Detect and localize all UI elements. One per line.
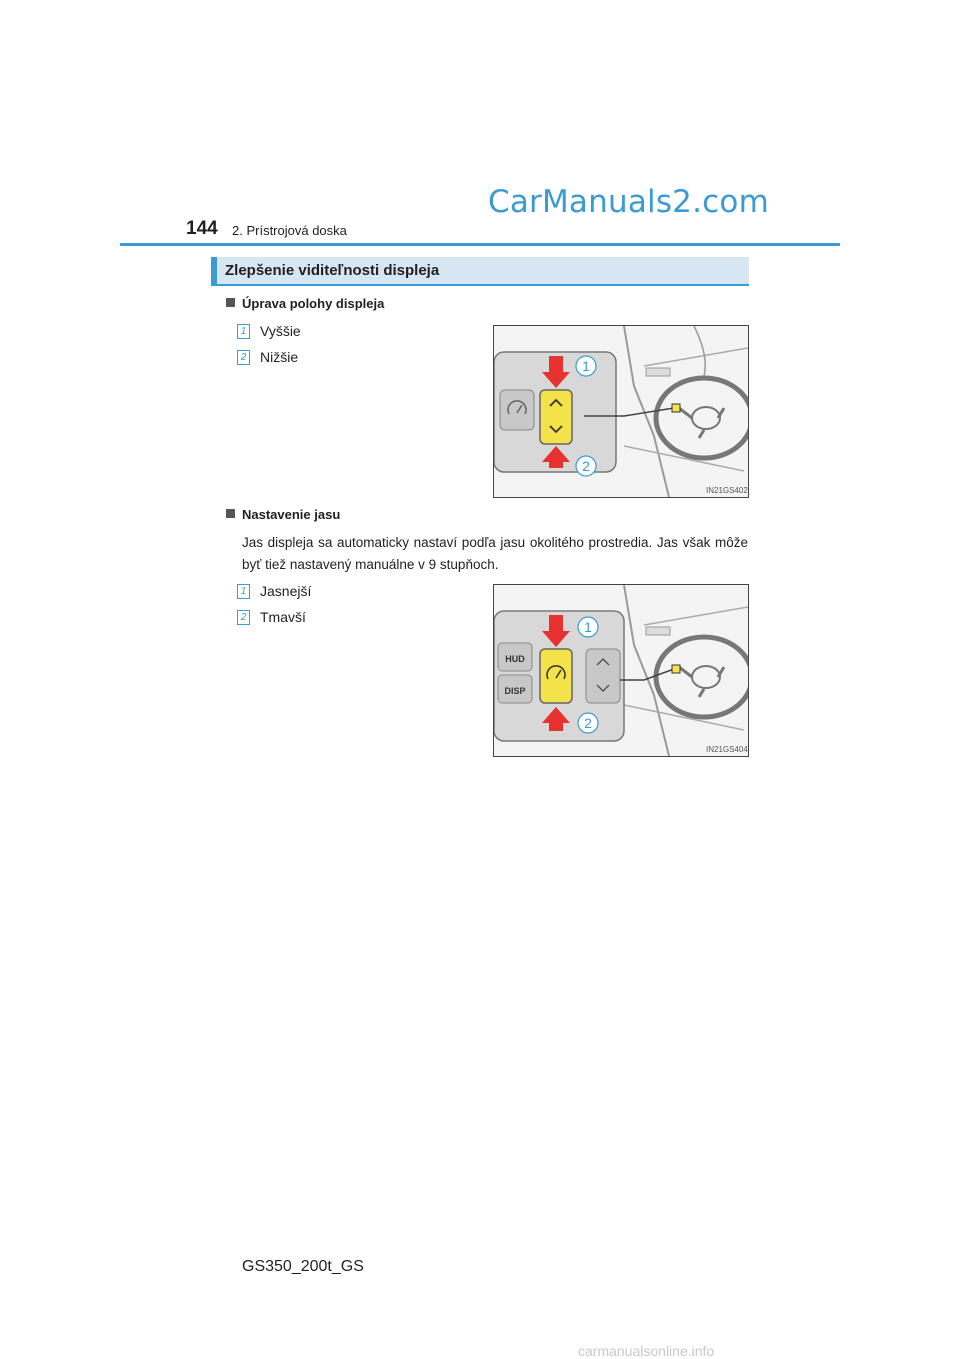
item-marker: 1 bbox=[237, 324, 250, 339]
watermark-bottom: carmanualsonline.info bbox=[578, 1343, 715, 1359]
figure-brightness bbox=[493, 584, 749, 757]
figure-code: IN21GS402 bbox=[706, 486, 748, 495]
section-header-bar bbox=[211, 257, 217, 284]
subsection-title: Úprava polohy displeja bbox=[242, 296, 385, 311]
item-label-higher: Vyššie bbox=[260, 323, 301, 339]
item-label-brighter: Jasnejší bbox=[260, 583, 312, 599]
figure-callout: 1 bbox=[582, 358, 590, 374]
figure-display-position bbox=[493, 325, 749, 498]
item-label-lower: Nižšie bbox=[260, 349, 299, 365]
item-marker: 2 bbox=[237, 610, 250, 625]
figure-callout: 1 bbox=[584, 619, 592, 635]
figure-callout: 2 bbox=[582, 458, 590, 474]
item-marker: 1 bbox=[237, 584, 250, 599]
subsection-title: Nastavenie jasu bbox=[242, 507, 341, 522]
chapter-title: 2. Prístrojová doska bbox=[232, 223, 347, 238]
section-title: Zlepšenie viditeľnosti displeja bbox=[225, 262, 440, 279]
bullet-square-icon bbox=[226, 298, 235, 307]
watermark-top: CarManuals2.com bbox=[488, 184, 769, 220]
page-number: 144 bbox=[186, 218, 218, 239]
header-rule bbox=[120, 243, 840, 246]
item-marker: 2 bbox=[237, 350, 250, 365]
figure-callout: 2 bbox=[584, 715, 592, 731]
section-header bbox=[211, 257, 749, 286]
bullet-square-icon bbox=[226, 509, 235, 518]
hud-button-label: HUD bbox=[505, 654, 525, 664]
disp-button-label: DISP bbox=[504, 686, 526, 696]
subsection-heading-position bbox=[226, 296, 384, 311]
brightness-description: Jas displeja sa automaticky nastaví podľa jasu okolitého prostredia. Jas však môže byť tiež nastavený manuálne v 9 stupňoch. bbox=[242, 535, 748, 572]
subsection-heading-brightness bbox=[226, 507, 340, 522]
footer-model: GS350_200t_GS bbox=[242, 1258, 364, 1275]
figure-code: IN21GS404 bbox=[706, 745, 748, 754]
item-label-darker: Tmavší bbox=[260, 609, 306, 625]
